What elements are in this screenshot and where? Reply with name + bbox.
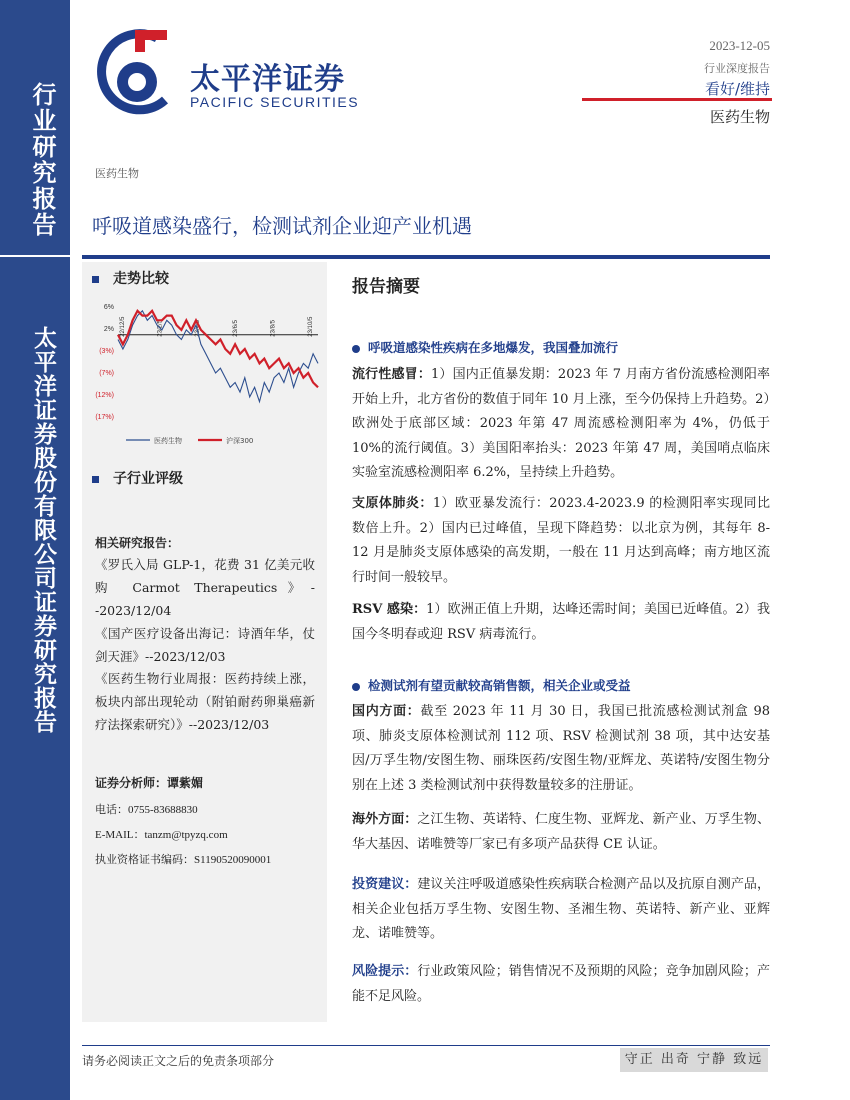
square-bullet-icon bbox=[92, 276, 99, 283]
related-reports-heading: 相关研究报告： bbox=[95, 536, 180, 550]
report-date: 2023-12-05 bbox=[709, 38, 770, 53]
analyst-name: 证券分析师：谭紫媚 bbox=[95, 776, 204, 790]
breadcrumb: 医药生物 bbox=[95, 167, 139, 180]
footer-divider bbox=[82, 1045, 770, 1046]
sidebar-report-category: 行业研究报告 bbox=[28, 82, 56, 238]
summary-heading: 报告摘要 bbox=[352, 277, 420, 297]
left-sidebar bbox=[0, 0, 70, 1100]
pacific-securities-logo bbox=[95, 20, 175, 130]
summary-bullet-2: 检测试剂有望贡献较高销售额，相关企业或受益 bbox=[352, 676, 631, 694]
circle-bullet-icon bbox=[352, 345, 360, 353]
sidebar-company-name: 太平洋证券股份有限公司证券研究报告 bbox=[30, 326, 56, 734]
x-tick-label: 23/6/5 bbox=[232, 320, 239, 337]
square-bullet-icon bbox=[92, 476, 99, 483]
brand-name-en: PACIFIC SECURITIES bbox=[190, 94, 360, 110]
x-tick-label: 22/12/5 bbox=[120, 316, 126, 337]
series-line-pharma bbox=[118, 311, 318, 402]
y-tick-label: 2% bbox=[103, 326, 114, 333]
risk-paragraph: 风险提示：行业政策风险；销售情况不及预期的风险；竞争加剧风险；产能不足风险。 bbox=[352, 964, 770, 1004]
series-line-hs300 bbox=[118, 311, 318, 388]
x-tick-label: 23/2/5 bbox=[157, 320, 164, 337]
circle-bullet-icon bbox=[352, 683, 360, 691]
influenza-paragraph: 流行性感冒：1）国内正值暴发期：2023 年 7 月南方省份流感检测阳率开始上升，北方省份的数值于同年 10 月上涨，至今仍保持上升趋势。2）欧洲处于底部区域：2023 年第 47 周流感检测阳率为 4%，仍低于 10%的流行阈值。3）美国阳率抬头：2023 年第 47 周，美国哨点临床实验室流感检测阳率 6.2%，呈持续上升趋势。 bbox=[352, 367, 770, 480]
x-tick-label: 23/8/5 bbox=[270, 320, 277, 337]
legend-label: 沪深300 bbox=[226, 437, 254, 445]
x-tick-label: 23/10/5 bbox=[308, 316, 314, 337]
overseas-paragraph: 海外方面：之江生物、英诺特、仁度生物、亚辉龙、新产业、万孚生物、华大基因、诺唯赞等厂家已有多项产品获得 CE 认证。 bbox=[352, 812, 770, 852]
y-tick-label: (3%) bbox=[99, 348, 114, 355]
related-report-item[interactable]: 《罗氏入局 GLP-1，花费 31 亿美元收购 Carmot Therapeutics》--2023/12/04 bbox=[95, 557, 315, 618]
domestic-paragraph: 国内方面：截至 2023 年 11 月 30 日，我国已批流感检测试剂盒 98 项、肺炎支原体检测试剂 112 项、RSV 检测试剂 38 项，其中达安基因/万孚生物/安图生物、丽珠医药/安图生物/亚辉龙、英诺特/安图生物分别在上述 3 类检测试剂中获得数量较多的注册证。 bbox=[352, 704, 770, 793]
related-report-item[interactable]: 《国产医疗设备出海记：诗酒年华，仗剑天涯》--2023/12/03 bbox=[95, 626, 315, 664]
report-type: 行业深度报告 bbox=[704, 62, 770, 75]
disclaimer-note: 请务必阅读正文之后的免责条项部分 bbox=[82, 1054, 275, 1068]
legend-label: 医药生物 bbox=[154, 437, 182, 445]
analyst-certificate: 执业资格证书编码：S1190520090001 bbox=[95, 854, 272, 866]
related-report-item[interactable]: 《医药生物行业周报：医药持续上涨，板块内部出现轮动（附铂耐药卵巢癌新疗法探索研究）》--2023/12/03 bbox=[95, 671, 315, 732]
analyst-email[interactable]: E-MAIL：tanzm@tpyzq.com bbox=[95, 829, 228, 841]
page-title: 呼吸道感染盛行，检测试剂企业迎产业机遇 bbox=[92, 214, 472, 238]
title-divider bbox=[82, 255, 770, 259]
analyst-phone: 电话：0755-83688830 bbox=[95, 804, 198, 816]
summary-bullet-1: 呼吸道感染性疾病在多地爆发，我国叠加流行 bbox=[352, 338, 618, 356]
sidebar-divider bbox=[0, 255, 70, 257]
y-tick-label: (12%) bbox=[95, 392, 114, 399]
company-motto: 守正 出奇 宁静 致远 bbox=[620, 1048, 768, 1072]
x-tick-label: 23/4/5 bbox=[195, 320, 202, 337]
trend-heading: 走势比较 bbox=[92, 268, 169, 288]
header-red-divider bbox=[582, 98, 772, 101]
investment-advice-paragraph: 投资建议：建议关注呼吸道感染性疾病联合检测产品以及抗原自测产品，相关企业包括万孚生物、安图生物、圣湘生物、英诺特、新产业、亚辉龙、诺唯赞等。 bbox=[352, 877, 770, 941]
mycoplasma-paragraph: 支原体肺炎：1）欧亚暴发流行：2023.4-2023.9 的检测阳率实现同比数倍上升。2）国内已过峰值，呈现下降趋势：以北京为例，其每年 8-12 月是肺炎支原体感染的高发期，一般在 11 月达到高峰；南方地区流行时间一般较早。 bbox=[352, 496, 770, 585]
brand-name-cn: 太平洋证券 bbox=[190, 62, 345, 97]
rsv-paragraph: RSV 感染：1）欧洲正值上升期，达峰还需时间；美国已近峰值。2）我国今冬明春或迎 RSV 病毒流行。 bbox=[352, 602, 771, 642]
y-tick-label: (17%) bbox=[95, 414, 114, 421]
y-tick-label: (7%) bbox=[99, 370, 114, 377]
trend-chart bbox=[86, 298, 326, 450]
y-tick-label: 6% bbox=[103, 304, 114, 311]
rating: 看好/维持 bbox=[704, 80, 770, 98]
sub-rating-heading: 子行业评级 bbox=[92, 468, 183, 488]
sector-label: 医药生物 bbox=[709, 108, 770, 126]
